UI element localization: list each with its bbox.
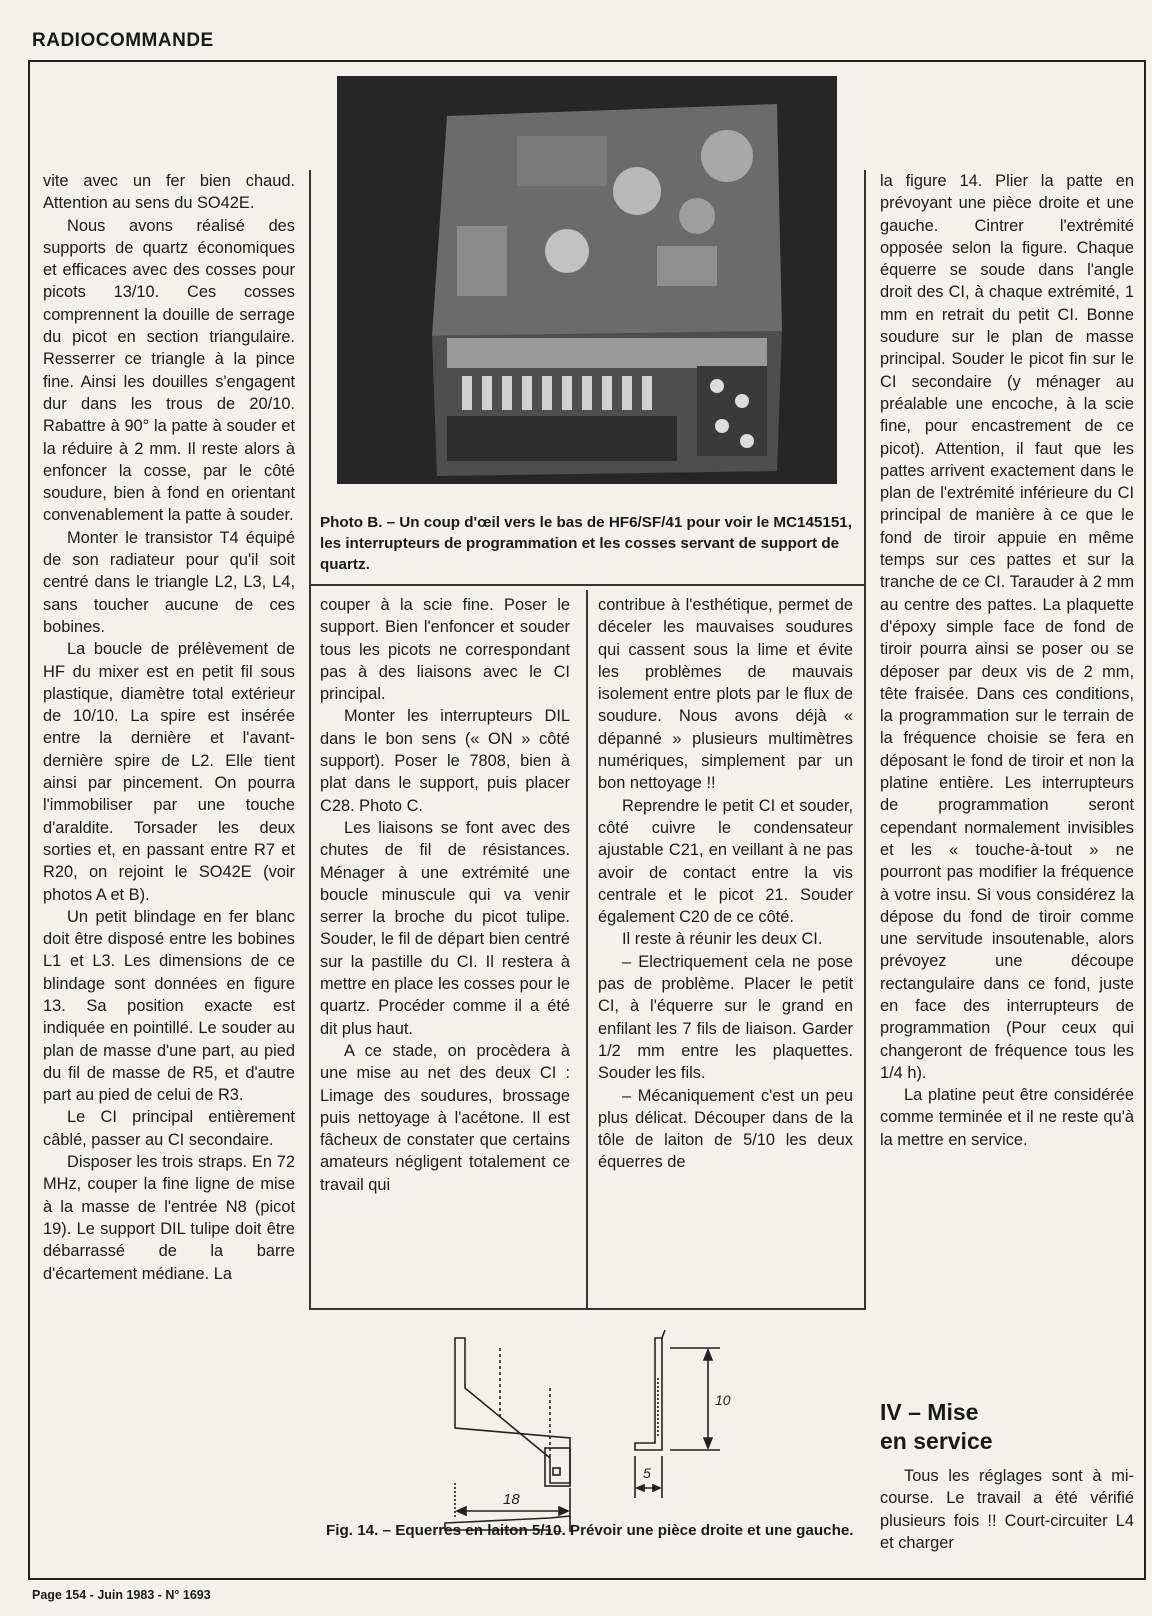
text-column-4 <box>880 170 1134 1390</box>
circuit-board-image <box>337 76 837 484</box>
page-footer: Page 154 - Juin 1983 - N° 1693 <box>32 1588 211 1602</box>
photo-caption: Photo B. – Un coup d'œil vers le bas de HF6/SF/41 pour voir le MC145151, les interrupteurs de programmation et les cosses servant de support de quartz. <box>320 514 852 573</box>
paragraph: contribue à l'esthétique, permet de déceler les mauvaises soudures qui cassent sous la lime et évite les problèmes de mauvais isolement entre plots par le flux de soudure. Nous avons déjà « dépanné » plusieurs multimètres numériques, simplement par un bon nettoyage !! <box>598 596 853 793</box>
section-header: RADIOCOMMANDE <box>32 30 214 51</box>
paragraph: La platine peut être considérée comme terminée et il ne reste qu'à la mettre en service. <box>880 1086 1134 1149</box>
text-column-4-continued <box>880 1465 1134 1575</box>
circuit-photo <box>337 76 837 484</box>
paragraph: Monter le transistor T4 équipé de son radiateur pour qu'il soit centré dans le triangle L2, L3, L4, sans toucher aucune de ces bobines. <box>43 528 295 636</box>
text-column-3 <box>598 594 853 1294</box>
length-dimension: 18 <box>503 1491 520 1508</box>
paragraph: Les liaisons se font avec des chutes de fil de résistances. Ménager à une extrémité une boucle minuscule qui va venir serrer la broche du picot tulipe. Souder, le fil de départ bien centré sur la pastille du CI. Il restera à mettre en place les cosses pour le quartz. Procéder comme il a été dit plus haut. <box>320 818 570 1038</box>
section-heading-line: IV – Mise <box>880 1399 979 1425</box>
section-heading-line: en service <box>880 1428 993 1454</box>
paragraph: Il reste à réunir les deux CI. <box>622 930 823 949</box>
bracket-drawing <box>430 1318 770 1532</box>
figure-caption: Fig. 14. – Equerres en laiton 5/10. Prévoir une pièce droite et une gauche. <box>326 1522 854 1539</box>
paragraph: Tous les réglages sont à mi-course. Le travail a été vérifié plusieurs fois !! Court-circuiter L4 et charger <box>880 1467 1134 1552</box>
width-dimension: 5 <box>643 1465 651 1481</box>
paragraph: A ce stade, on procèdera à une mise au net des deux CI : Limage des soudures, brossage puis nettoyage à l'acétone. Il est fâcheux de constater que certains amateurs négligent totalement ce travail qui <box>320 1041 570 1194</box>
paragraph: Un petit blindage en fer blanc doit être disposé entre les bobines L1 et L3. Les dimensions de ce blindage sont données en figure 13. Sa position exacte est indiquée en pointillé. Le souder au plan de masse d'une part, au pied du fil de masse de R5, et d'autre part au pied de celui de R3. <box>43 907 295 1105</box>
column-rule <box>309 170 311 1310</box>
column-rule <box>864 170 866 1310</box>
paragraph: la figure 14. Plier la patte en prévoyant une pièce droite et une gauche. Cintrer l'extrémité opposée selon la figure. Chaque équerre se soude dans l'angle droit des CI, à chaque extrémité, 1 mm en retrait du petit CI. Bonne soudure sur le plan de masse principal. Souder le picot fin sur le CI secondaire (y ménager au préalable une encoche, à la scie fine, pour encastrement de ce picot). Attention, il faut que les pattes arrivent exactement dans le plan de l'extrémité inférieure du CI principal de manière à ce que le fond de tiroir appuie en même temps sur ces pattes et sur la tranche de ce CI. Tarauder à 2 mm au centre des pattes. La plaquette d'époxy simple face de fond de tiroir pourra ainsi se poser ou se déposer par deux vis de 2 mm, tête fraisée. Dans ces conditions, la programmation sur le terrain de la fréquence choisie se fera en déposant le fond de tiroir et non la platine entière. Les interrupteurs de programmation seront cependant normalement invisibles et les « touche-à-tout » ne pourront pas modifier la fréquence à votre insu. Si vous considérez la dépose du fond de tiroir comme une servitude insoutenable, alors prévoyez une découpe rectangulaire dans ce fond, juste en face des interrupteurs de programmation (Pour ceux qui changeront de fréquence tous les 1/4 h). <box>880 172 1134 1082</box>
paragraph: Le CI principal entièrement câblé, passer au CI secondaire. <box>43 1108 295 1149</box>
paragraph: – Electriquement cela ne pose pas de problème. Placer le petit CI, à l'équerre sur le grand en enfilant les 7 fils de liaison. Garder 1/2 mm entre les plaquettes. Souder les fils. <box>598 952 853 1083</box>
paragraph: La boucle de prélèvement de HF du mixer est en petit fil sous plastique, diamètre total extérieur de 10/10. La spire est insérée entre la dernière et l'avant-dernière spire de L2. Elle tient ainsi par pincement. On pourra l'immobiliser par une touche d'araldite. Torsader les deux sorties et, en passant entre R7 et R20, on rejoint le SO42E (voir photos A et B). <box>43 640 295 904</box>
column-rule <box>586 590 588 1310</box>
photo-rule <box>309 584 865 586</box>
figure-rule <box>309 1308 865 1310</box>
paragraph: couper à la scie fine. Poser le support. Bien l'enfoncer et souder tous les picots ne correspondant pas à des liaisons avec le CI principal. <box>320 596 570 704</box>
paragraph: Nous avons réalisé des supports de quartz économiques et efficaces avec des cosses pour picots 13/10. Ces cosses comprennent la douille de serrage du picot en section triangulaire. Resserrer ce triangle à la pince fine. Ainsi les douilles s'engagent dur dans les trous de 20/10. Rabattre à 90° la patte à souder et la réduire à 2 mm. Il reste alors à enfoncer la cosse, par le côté soudure, bien à fond en orientant convenablement la patte à souder. <box>43 216 295 525</box>
height-dimension: 10 <box>715 1392 731 1408</box>
paragraph: vite avec un fer bien chaud. Attention au sens du SO42E. <box>43 172 295 213</box>
paragraph: – Mécaniquement c'est un peu plus délicat. Découper dans de la tôle de laiton de 5/10 les deux équerres de <box>598 1086 853 1172</box>
paragraph: Monter les interrupteurs DIL dans le bon sens (« ON » côté support). Poser le 7808, bien à plat dans le support, puis placer C28. Photo C. <box>320 707 570 815</box>
paragraph: Disposer les trois straps. En 72 MHz, couper la fine ligne de mise à la masse de l'entrée N8 (picot 19). Le support DIL tulipe doit être débarrassé de la barre d'écartement médiane. La <box>43 1153 295 1283</box>
text-column-2 <box>320 594 570 1294</box>
paragraph: Reprendre le petit CI et souder, côté cuivre le condensateur ajustable C21, en veillant à ne pas avoir de contact entre la vis centrale et le picot 21. Souder également C20 de ce côté. <box>598 796 853 927</box>
text-column-1 <box>43 170 295 1570</box>
section-heading <box>880 1398 1134 1456</box>
